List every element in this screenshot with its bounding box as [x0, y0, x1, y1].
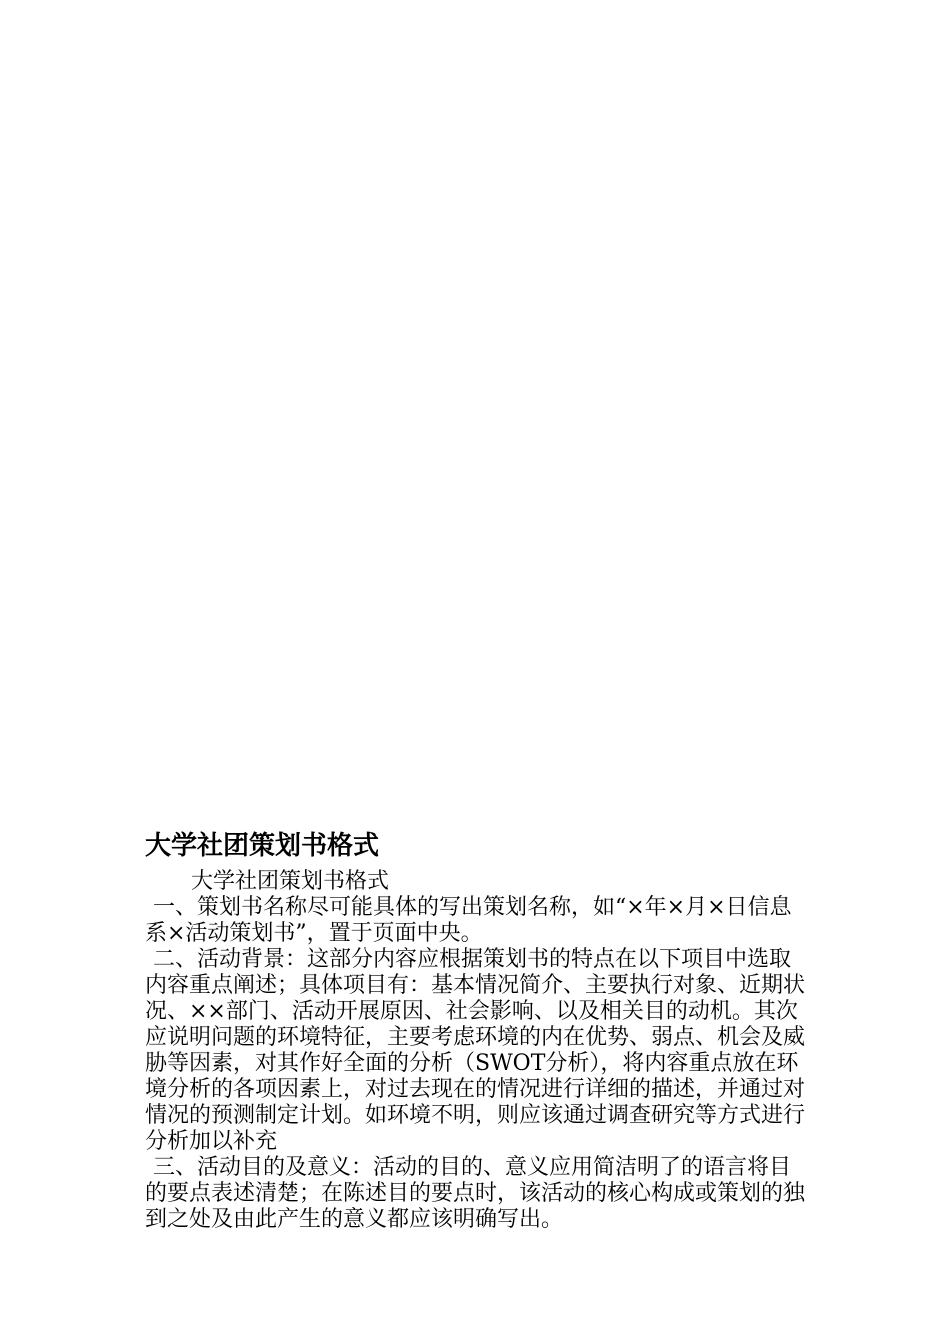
document-body — [145, 828, 810, 1233]
section-paragraph-3: 三、活动目的及意义：活动的目的、意义应用简洁明了的语言将目的要点表述清楚；在陈述目的要点时，该活动的核心构成或策划的独到之处及由此产生的意义都应该明确写出。 — [145, 1155, 806, 1232]
section-paragraph-2: 二、活动背景：这部分内容应根据策划书的特点在以下项目中选取内容重点阐述；具体项目有：基本情况简介、主要执行对象、近期状况、××部门、活动开展原因、社会影响、以及相关目的动机。其次应说明问题的环境特征，主要考虑环境的内在优势、弱点、机会及威胁等因素，对其作好全面的分析（SWOT分析），将内容重点放在环境分析的各项因素上，对过去现在的情况进行详细的描述，并通过对情况的预测制定计划。如环境不明，则应该通过调查研究等方式进行分析加以补充 — [145, 947, 806, 1154]
section-paragraph-1: 一、策划书名称尽可能具体的写出策划名称，如“×年×月×日信息系×活动策划书”，置于页面中央。 — [145, 895, 792, 946]
document-title: 大学社团策划书格式 — [145, 831, 380, 861]
document-subtitle: 大学社团策划书格式 — [191, 869, 390, 894]
